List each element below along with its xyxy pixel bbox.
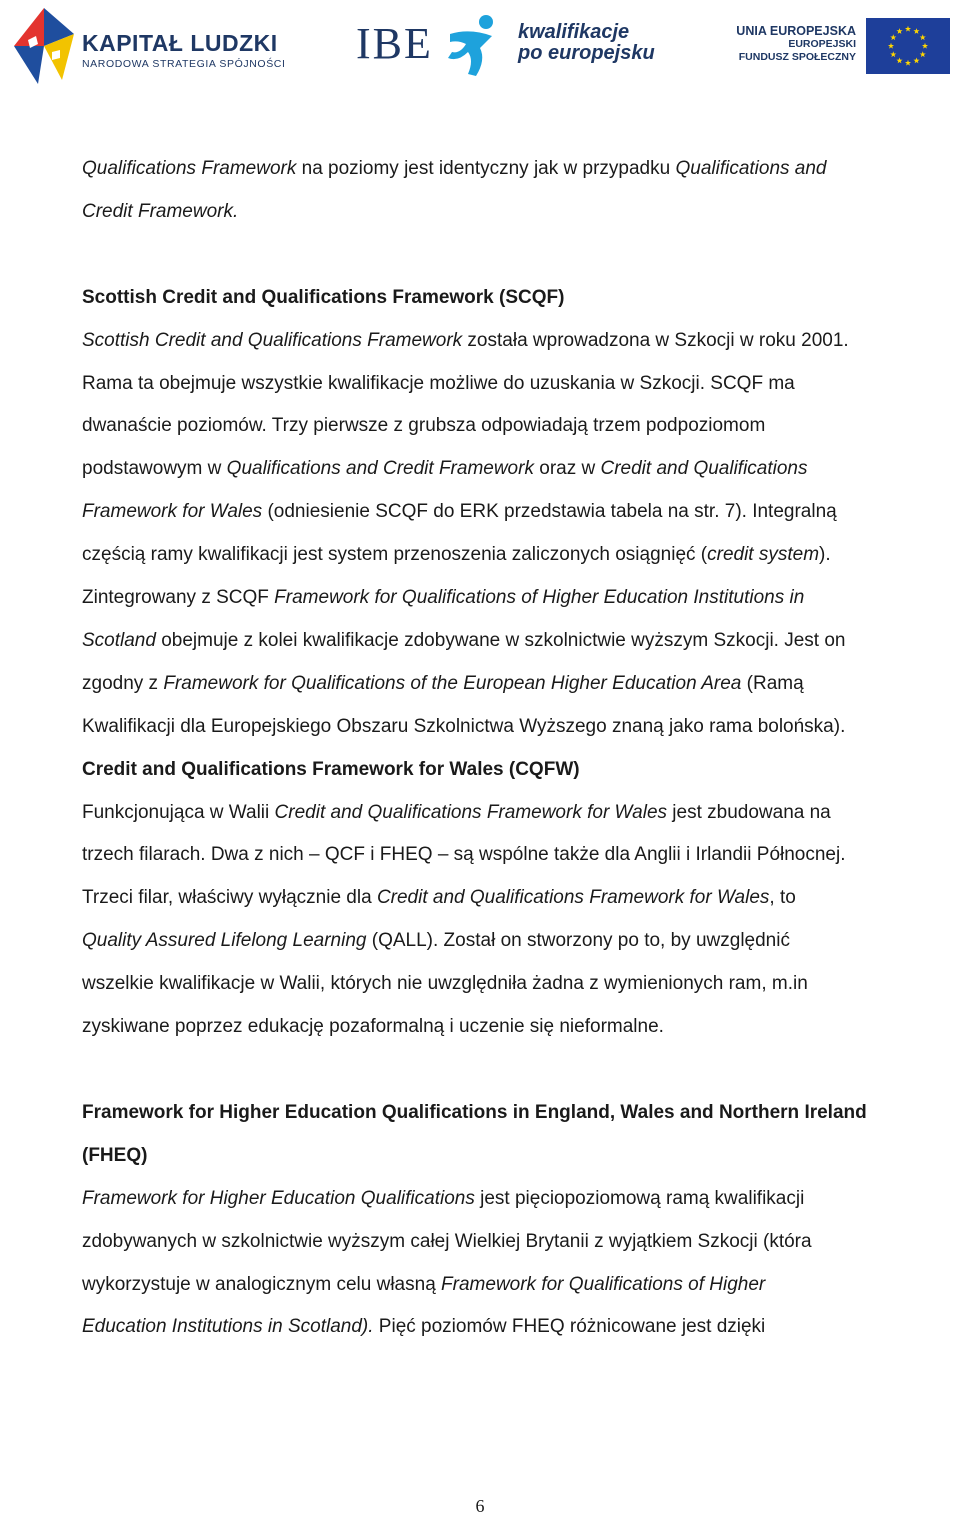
kapital-ludzki-title: KAPITAŁ LUDZKI <box>82 30 278 56</box>
text-run: zdobywanych w szkolnictwie wyższym całej Wielkiej Brytanii z wyjątkiem Szkocji (która <box>82 1230 812 1252</box>
eu-flag-icon <box>866 18 950 74</box>
text-run: Framework for Higher Education Qualifications <box>82 1187 475 1209</box>
text-run: ). <box>819 544 831 566</box>
text-run: Credit and Qualifications <box>600 458 808 480</box>
text-line <box>82 491 942 534</box>
unia-europejska-text <box>736 24 856 64</box>
text-run: Credit Framework. <box>82 200 239 222</box>
text-line <box>82 706 942 749</box>
text-run: jest pięciopoziomową ramą kwalifikacji <box>474 1187 805 1209</box>
section-heading-cqfw <box>82 749 942 792</box>
text-run: Framework for Higher Education Qualifications in England, Wales and Northern Ireland <box>82 1101 867 1123</box>
ue-title: UNIA EUROPEJSKA <box>736 24 856 38</box>
text-line <box>82 1221 942 1264</box>
section-heading-fheq <box>82 1092 942 1135</box>
section-heading-fheq-cont <box>82 1135 942 1178</box>
text-run: obejmuje z kolei kwalifikacje zdobywane w szkolnictwie wyższym Szkocji. Jest on <box>155 629 846 651</box>
text-run: (Ramą <box>741 672 804 694</box>
ue-line-1: EUROPEJSKI <box>788 38 856 50</box>
text-run: trzech filarach. Dwa z nich – QCF i FHEQ – są wspólne także dla Anglii i Irlandii Północnej. <box>82 844 846 866</box>
text-run: Funkcjonująca w Walii <box>82 801 275 823</box>
text-line <box>82 148 942 191</box>
running-figure-icon <box>440 10 510 80</box>
text-line <box>82 920 942 963</box>
kwalifikacje-line: kwalifikacje <box>518 21 630 43</box>
text-line <box>82 663 942 706</box>
text-line <box>82 1006 942 1049</box>
ibe-logo: IBE <box>356 19 433 68</box>
text-run: Qualifications and Credit Framework <box>226 458 534 480</box>
text-run: częścią ramy kwalifikacji jest system przenoszenia zaliczonych osiągnięć ( <box>82 544 708 566</box>
kapital-ludzki-logo <box>8 4 286 88</box>
text-line <box>82 405 942 448</box>
text-run: Framework for Wales <box>82 501 263 523</box>
text-run: Qualifications and <box>675 158 827 179</box>
text-line <box>82 1264 942 1307</box>
text-run: Framework for Qualifications of the European Higher Education Area <box>163 672 742 694</box>
text-line <box>82 877 942 920</box>
text-run: Scottish Credit and Qualifications Framework (SCQF) <box>82 286 565 308</box>
text-run: wykorzystuje w analogicznym celu własną <box>82 1273 442 1295</box>
text-run: , to <box>769 887 796 909</box>
text-line <box>82 1306 942 1349</box>
text-run: oraz w <box>533 458 601 480</box>
text-run: zgodny z <box>82 672 164 694</box>
text-run: Pięć poziomów FHEQ różnicowane jest dzięki <box>373 1316 766 1338</box>
text-line <box>82 448 942 491</box>
text-line <box>82 834 942 877</box>
text-run: Quality Assured Lifelong Learning <box>82 930 367 952</box>
text-line <box>82 963 942 1006</box>
kapital-ludzki-emblem-icon <box>8 4 80 88</box>
kwalifikacje-po-europejsku-logo <box>518 22 655 64</box>
text-run: Scottish Credit and Qualifications Framework <box>82 329 463 351</box>
text-line <box>82 320 942 363</box>
text-run: Credit and Qualifications Framework for Wales <box>376 887 770 909</box>
text-run: na poziomy jest identyczny jak w przypadku <box>296 158 676 179</box>
text-run: (FHEQ) <box>82 1144 148 1166</box>
text-line <box>82 577 942 620</box>
document-body <box>82 148 942 1349</box>
text-run: (QALL). Został on stworzony po to, by uwzględnić <box>366 930 790 952</box>
text-run: podstawowym w <box>82 458 227 480</box>
text-line <box>82 534 942 577</box>
page-number: 6 <box>475 1496 485 1516</box>
page-header <box>0 0 960 92</box>
po-europejsku-line: po europejsku <box>518 42 655 64</box>
text-run: Qualifications Framework <box>82 158 297 179</box>
text-run: (odniesienie SCQF do ERK przedstawia tabela na str. 7). Integralną <box>262 501 837 523</box>
text-run: Scotland <box>82 629 156 651</box>
text-run: Zintegrowany z SCQF <box>82 587 275 609</box>
text-run: wszelkie kwalifikacje w Walii, których nie uwzględniła żadna z wymienionych ram, m.in <box>82 973 808 995</box>
text-line <box>82 191 942 234</box>
text-run: zyskiwane poprzez edukację pozaformalną i uczenie się nieformalne. <box>82 1016 664 1038</box>
text-run: Kwalifikacji dla Europejskiego Obszaru Szkolnictwa Wyższego znaną jako rama bolońska). <box>82 715 846 737</box>
section-heading-scqf <box>82 277 942 320</box>
kapital-ludzki-subtitle: NARODOWA STRATEGIA SPÓJNOŚCI <box>82 58 286 70</box>
text-line <box>82 620 942 663</box>
text-line <box>82 792 942 835</box>
text-run: Framework for Qualifications of Higher <box>441 1273 766 1295</box>
ue-line-2: FUNDUSZ SPOŁECZNY <box>738 51 856 63</box>
text-run: credit system <box>707 544 820 566</box>
text-line <box>82 363 942 406</box>
text-run: dwanaście poziomów. Trzy pierwsze z grubsza odpowiadają trzem podpoziomom <box>82 415 766 437</box>
text-run: Trzeci filar, właściwy wyłącznie dla <box>82 887 377 909</box>
text-run: Rama ta obejmuje wszystkie kwalifikacje możliwe do uzuskania w Szkocji. SCQF ma <box>82 372 795 394</box>
text-run: została wprowadzona w Szkocji w roku 2001. <box>462 329 849 351</box>
text-run: Credit and Qualifications Framework for Wales <box>274 801 668 823</box>
text-run: Credit and Qualifications Framework for Wales (CQFW) <box>82 758 580 780</box>
text-run: jest zbudowana na <box>667 801 831 823</box>
text-run: Framework for Qualifications of Higher Education Institutions in <box>274 587 805 609</box>
text-run: Education Institutions in Scotland). <box>82 1316 374 1338</box>
text-line <box>82 1178 942 1221</box>
